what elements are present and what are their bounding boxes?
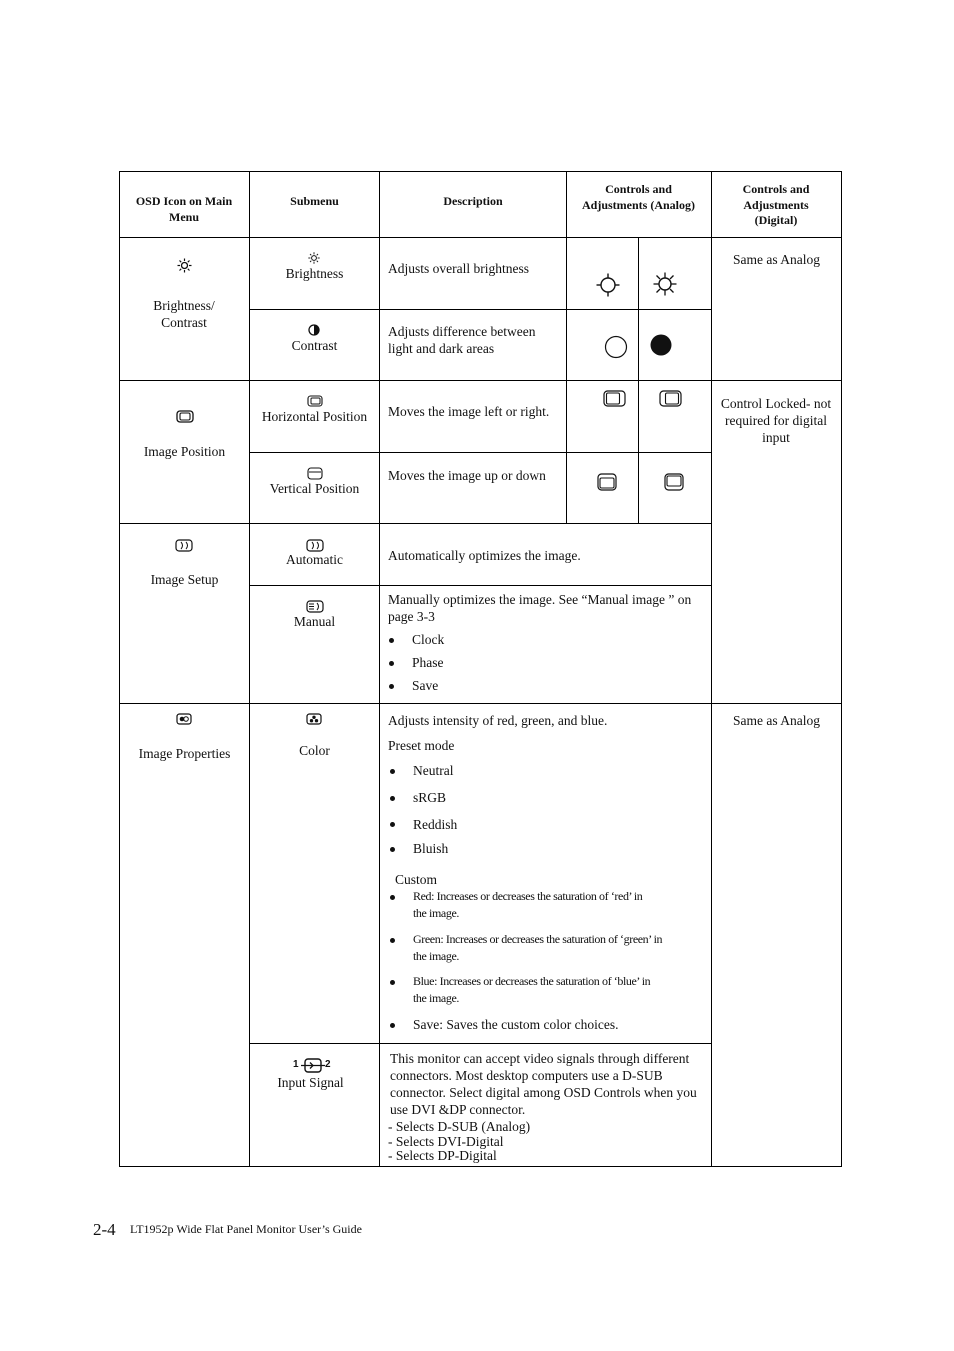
bullet bbox=[390, 1023, 395, 1028]
brightness-contrast-label: Brightness/ Contrast bbox=[153, 298, 215, 330]
horizontal-position-description: Moves the image left or right. bbox=[388, 404, 550, 419]
preset-mode-label: Preset mode bbox=[388, 738, 455, 753]
manual-item-phase: Phase bbox=[412, 655, 444, 670]
bullet bbox=[389, 661, 394, 666]
custom-green: Green: Increases or decreases the saturation of ‘green’ in the image. bbox=[413, 932, 663, 963]
input-signal-icon-right: 2 bbox=[325, 1059, 331, 1070]
contrast-increase-icon bbox=[650, 334, 672, 356]
horizontal-position-sub-icon bbox=[307, 395, 323, 407]
image-properties-digital: Same as Analog bbox=[733, 713, 820, 728]
move-up-icon bbox=[664, 473, 684, 491]
submenu-brightness[interactable]: Brightness bbox=[285, 266, 344, 281]
input-option-dp: - Selects DP-Digital bbox=[388, 1148, 497, 1163]
image-setup-label: Image Setup bbox=[150, 572, 219, 587]
move-left-icon bbox=[603, 390, 626, 407]
preset-srgb: sRGB bbox=[413, 790, 447, 805]
contrast-sub-icon bbox=[308, 324, 320, 336]
preset-bluish: Bluish bbox=[413, 841, 449, 856]
contrast-decrease-icon bbox=[604, 335, 628, 359]
image-position-digital: Control Locked- not required for digital input bbox=[720, 396, 832, 445]
image-position-main-icon bbox=[176, 410, 194, 423]
input-option-dsub: - Selects D-SUB (Analog) bbox=[388, 1119, 531, 1134]
move-down-icon bbox=[597, 473, 617, 491]
guide-title: LT1952p Wide Flat Panel Monitor User’s Guide bbox=[130, 1222, 362, 1236]
input-signal-icon-left: 1 bbox=[293, 1059, 299, 1070]
brightness-increase-icon bbox=[653, 272, 677, 296]
image-position-label: Image Position bbox=[143, 444, 226, 459]
header-osd-icon: OSD Icon on Main Menu bbox=[135, 194, 233, 224]
submenu-color[interactable]: Color bbox=[299, 743, 330, 758]
image-properties-label: Image Properties bbox=[138, 746, 231, 761]
submenu-input-signal[interactable]: Input Signal bbox=[277, 1075, 344, 1090]
switch-arrows-icon bbox=[301, 1058, 325, 1074]
bullet bbox=[389, 684, 394, 689]
bullet bbox=[390, 796, 395, 801]
manual-sub-icon bbox=[306, 600, 324, 613]
submenu-automatic[interactable]: Automatic bbox=[286, 552, 343, 567]
submenu-manual[interactable]: Manual bbox=[293, 614, 336, 629]
image-setup-main-icon bbox=[175, 539, 193, 552]
bullet bbox=[390, 938, 395, 943]
automatic-description: Automatically optimizes the image. bbox=[388, 548, 581, 563]
custom-red: Red: Increases or decreases the saturation of ‘red’ in the image. bbox=[413, 889, 643, 920]
header-digital: Controls and Adjustments (Digital) bbox=[742, 182, 810, 227]
brightness-decrease-icon bbox=[596, 273, 620, 297]
bullet bbox=[390, 847, 395, 852]
move-right-icon bbox=[659, 390, 682, 407]
manual-description: Manually optimizes the image. See “Manual image ” on page 3-3 bbox=[388, 592, 692, 624]
bullet bbox=[389, 638, 394, 643]
header-submenu: Submenu bbox=[290, 194, 339, 208]
input-signal-icon bbox=[293, 1058, 333, 1074]
preset-reddish: Reddish bbox=[413, 817, 458, 832]
submenu-horizontal-position[interactable]: Horizontal Position bbox=[261, 409, 368, 424]
input-option-dvi: - Selects DVI-Digital bbox=[388, 1134, 504, 1149]
vertical-position-sub-icon bbox=[307, 467, 323, 480]
custom-label: Custom bbox=[395, 872, 438, 887]
manual-item-save: Save bbox=[412, 678, 439, 693]
brightness-main-icon bbox=[177, 258, 192, 273]
bullet bbox=[390, 895, 395, 900]
header-analog: Controls and Adjustments (Analog) bbox=[581, 182, 695, 212]
bullet bbox=[390, 822, 395, 827]
image-properties-main-icon bbox=[176, 713, 192, 725]
manual-item-clock: Clock bbox=[412, 632, 445, 647]
input-signal-description: This monitor can accept video signals through different connectors. Most desktop computers use a D-SUB connector. Select digital among OSD Controls when you use DVI &DP connector. bbox=[390, 1051, 697, 1117]
page-number: 2-4 bbox=[93, 1220, 116, 1239]
vertical-position-description: Moves the image up or down bbox=[388, 468, 546, 483]
contrast-description: Adjusts difference between light and dark areas bbox=[388, 324, 536, 356]
custom-blue: Blue: Increases or decreases the saturation of ‘blue’ in the image. bbox=[413, 974, 651, 1005]
header-description: Description bbox=[443, 194, 503, 208]
color-intro: Adjusts intensity of red, green, and blue. bbox=[388, 713, 608, 728]
color-sub-icon bbox=[306, 713, 322, 725]
brightness-sub-icon bbox=[308, 252, 320, 264]
brightness-description: Adjusts overall brightness bbox=[388, 261, 529, 276]
submenu-contrast[interactable]: Contrast bbox=[291, 338, 338, 353]
bullet bbox=[390, 980, 395, 985]
brightness-contrast-digital: Same as Analog bbox=[733, 252, 820, 267]
preset-neutral: Neutral bbox=[413, 763, 454, 778]
submenu-vertical-position[interactable]: Vertical Position bbox=[269, 481, 360, 496]
custom-save: Save: Saves the custom color choices. bbox=[413, 1017, 619, 1032]
bullet bbox=[390, 769, 395, 774]
